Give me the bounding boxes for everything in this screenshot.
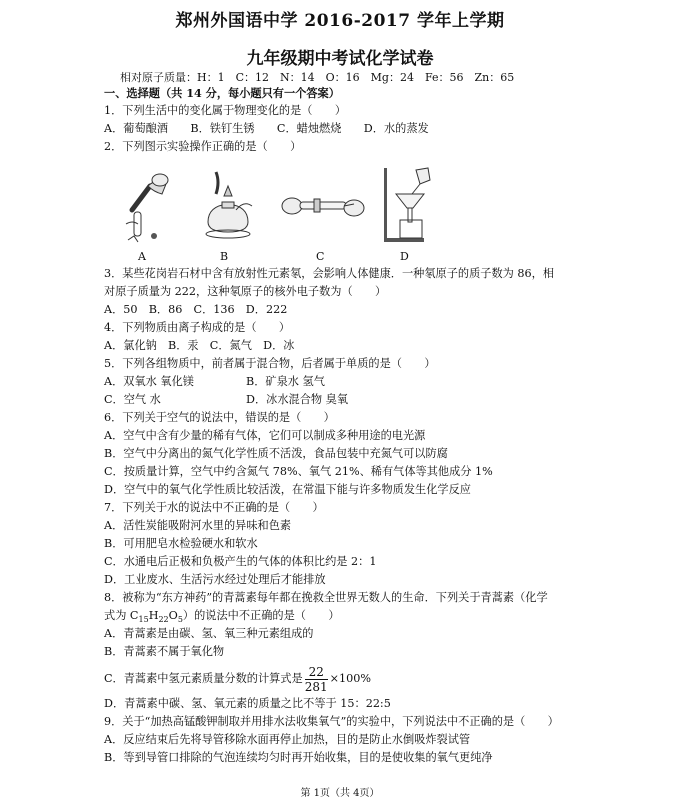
q6-option-d: D．空气中的氧气化学性质比较活泼，在常温下能与许多物质发生化学反应 xyxy=(104,483,471,496)
q9-option-a: A．反应结束后先将导管移除水面再停止加热，目的是防止水倒吸炸裂试管 xyxy=(104,733,471,746)
q6-option-c: C．按质量计算，空气中约含氮气 78%、氧气 21%、稀有气体等其他成分 1% xyxy=(104,465,493,478)
q7-option-a: A．活性炭能吸附河水里的异味和色素 xyxy=(104,519,292,532)
q4-options: A．氯化钠 B．汞 C．氮气 D．冰 xyxy=(104,339,295,352)
q5-option-b: B．矿泉水 氢气 xyxy=(246,375,325,388)
q2-stem: 2．下列图示实验操作正确的是（ ） xyxy=(104,140,302,153)
test-tube-heating-icon xyxy=(278,166,368,246)
page-subtitle: 九年级期中考试化学试卷 xyxy=(246,49,434,69)
atomic-mass-line: 相对原子质量：H：1 C：12 N：14 O：16 Mg：24 Fe：56 Zn：65 xyxy=(120,71,515,84)
page-title: 郑州外国语中学 2016-2017 学年上学期 xyxy=(175,11,505,31)
q5-stem: 5．下列各组物质中，前者属于混合物，后者属于单质的是（ ） xyxy=(104,357,436,370)
q6-option-b: B．空气中分离出的氮气化学性质不活泼，食品包装中充氮气可以防腐 xyxy=(104,447,448,460)
q5-option-a: A．双氧水 氧化镁 xyxy=(104,375,194,388)
q8-option-c: C．青蒿素中氢元素质量分数的计算式是 $\frac{22}{281}$ ×100% xyxy=(104,664,372,694)
q7-option-c: C．水通电后正极和负极产生的气体的体积比约是 2：1 xyxy=(104,555,377,568)
q3-options: A．50 B．86 C．136 D．222 xyxy=(104,303,288,316)
q8-option-b: B．青蒿素不属于氧化物 xyxy=(104,645,225,658)
q9-stem: 9．关于“加热高锰酸钾制取并用排水法收集氧气”的实验中，下列说法中不正确的是（ ） xyxy=(104,715,559,728)
q7-option-b: B．可用肥皂水检验硬水和软水 xyxy=(104,537,258,550)
fig-label-d: D xyxy=(400,250,409,263)
section-heading: 一、选择题（共 14 分，每小题只有一个答案） xyxy=(104,86,340,100)
filtration-funnel-icon xyxy=(380,166,440,246)
q4-stem: 4．下列物质由离子构成的是（ ） xyxy=(104,321,291,334)
q8-option-a: A．青蒿素是由碳、氢、氧三种元素组成的 xyxy=(104,627,314,640)
q8-line1: 8．被称为“东方神药”的青蒿素每年都在挽救全世界无数人的生命．下列关于青蒿素（化学 xyxy=(104,591,548,604)
test-tube-pouring-icon xyxy=(114,166,174,246)
fraction: $\frac{22}{281}$ xyxy=(304,664,328,694)
alcohol-lamp-icon xyxy=(196,166,256,246)
q3-line1: 3．某些花岗岩石材中含有放射性元素氡，会影响人体健康．一种氡原子的质子数为 86，相 xyxy=(104,267,555,280)
q7-option-d: D．工业废水、生活污水经过处理后才能排放 xyxy=(104,573,326,586)
q6-stem: 6．下列关于空气的说法中，错误的是（ ） xyxy=(104,411,335,424)
q5-option-c: C．空气 水 xyxy=(104,393,161,406)
q9-option-b: B．等到导管口排除的气泡连续均匀时再开始收集，目的是使收集的氧气更纯净 xyxy=(104,751,493,764)
q3-line2: 对原子质量为 222，这种氡原子的核外电子数为（ ） xyxy=(104,285,387,298)
q7-stem: 7．下列关于水的说法中不正确的是（ ） xyxy=(104,501,324,514)
fig-label-b: B xyxy=(220,250,229,263)
q1-options: A．葡萄酿酒 B．铁钉生锈 C．蜡烛燃烧 D．水的蒸发 xyxy=(104,122,429,135)
q5-option-d: D．冰水混合物 臭氧 xyxy=(246,393,349,406)
fig-label-a: A xyxy=(138,250,146,263)
q6-option-a: A．空气中含有少量的稀有气体，它们可以制成多种用途的电光源 xyxy=(104,429,426,442)
fig-label-c: C xyxy=(316,250,325,263)
page-footer: 第 1页（共 4页） xyxy=(300,788,380,799)
q1-stem: 1．下列生活中的变化属于物理变化的是（ ） xyxy=(104,104,347,117)
q2-figures xyxy=(104,166,464,266)
q8-line2: 式为 $C_{15}H_{22}O_5$）的说法中不正确的是（ ） xyxy=(104,609,340,625)
q8-option-d: D．青蒿素中碳、氢、氧元素的质量之比不等于 15：22:5 xyxy=(104,697,391,710)
